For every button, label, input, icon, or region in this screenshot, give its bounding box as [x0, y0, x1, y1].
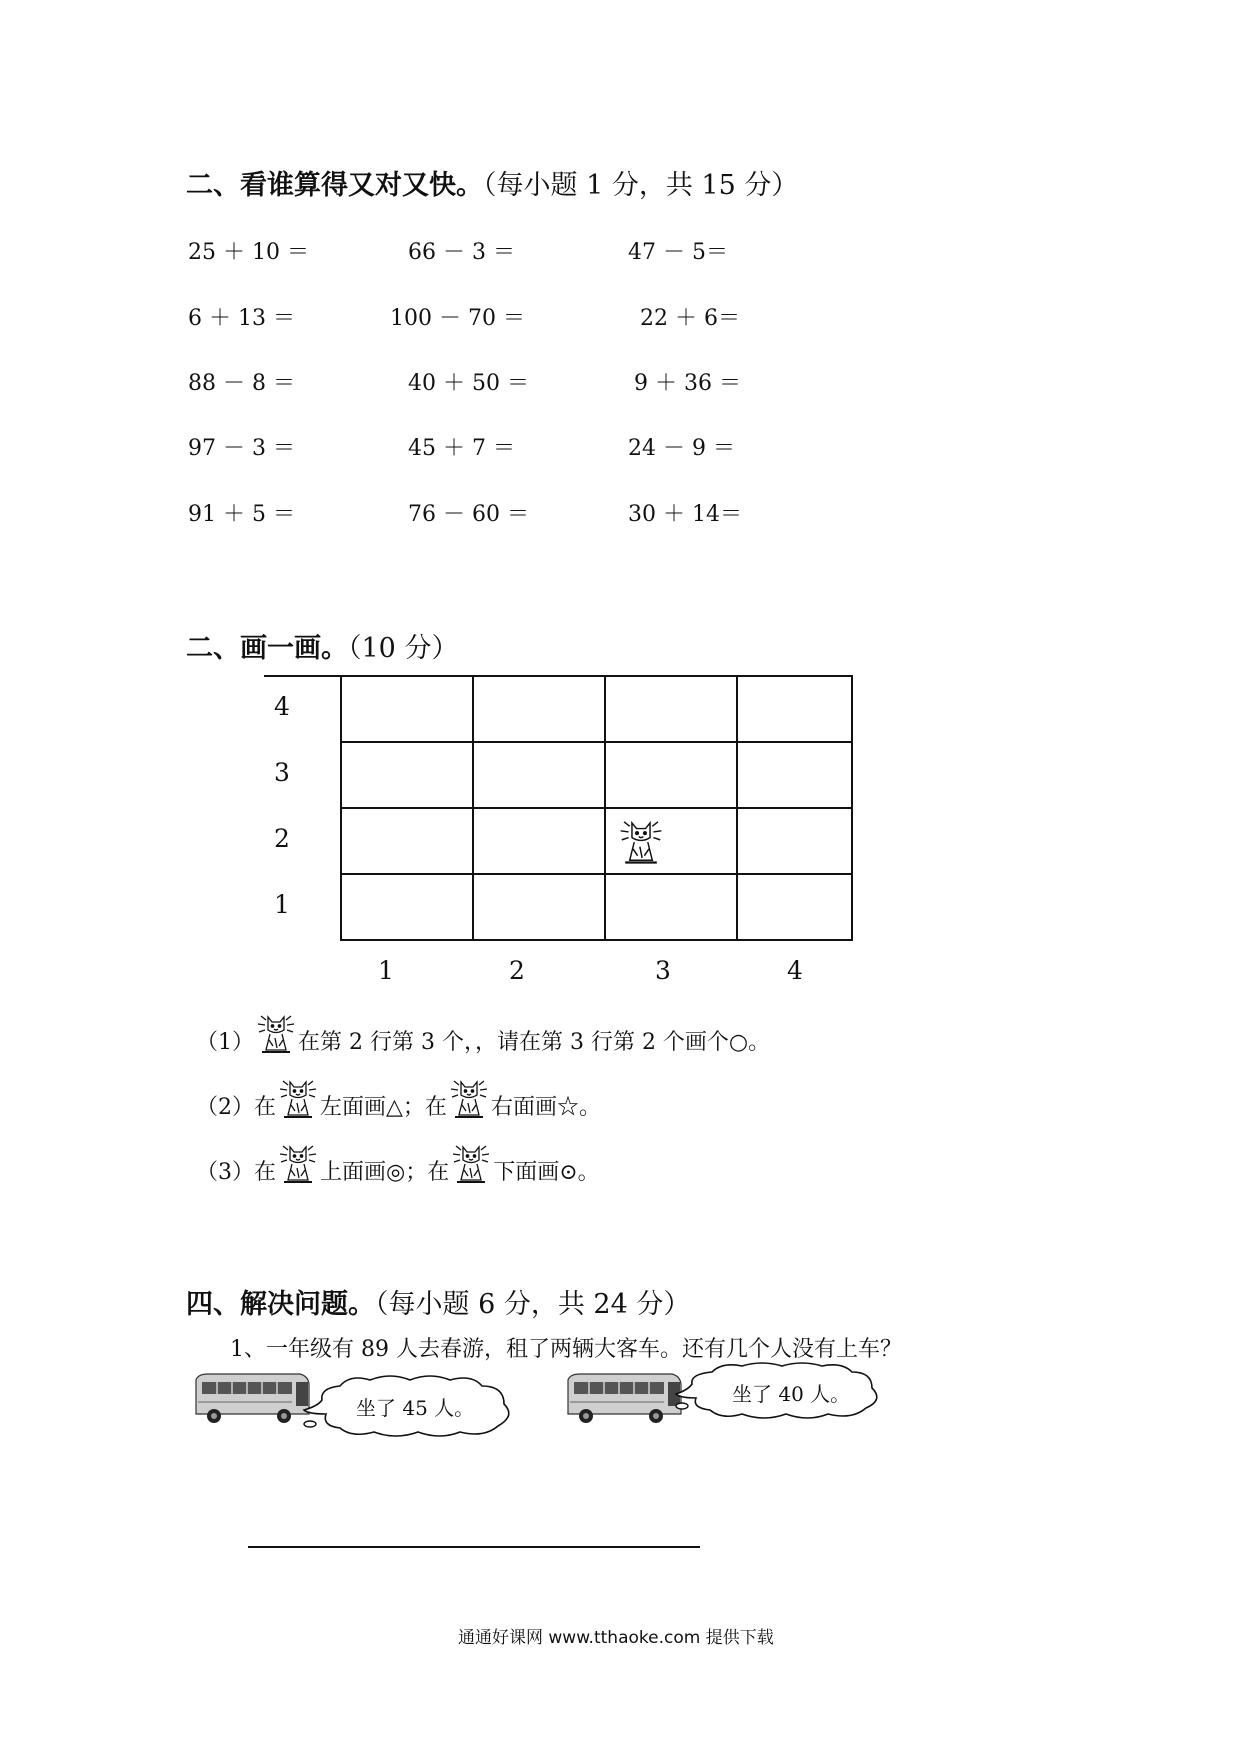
question-text: 右面画☆。	[490, 1095, 601, 1120]
question-text: 左面画△；在	[320, 1095, 447, 1120]
draw-question-3	[196, 1140, 600, 1186]
cat-icon	[451, 1140, 491, 1186]
equation: 24 － 9 ＝	[628, 436, 735, 461]
bus-icon	[192, 1370, 312, 1428]
section4-title: 四、解决问题。	[186, 1289, 375, 1320]
cat-icon	[278, 1075, 318, 1121]
equation: 66 － 3 ＝	[408, 240, 515, 265]
cat-icon	[278, 1140, 318, 1186]
equation: 25 ＋ 10 ＝	[188, 240, 309, 265]
question-text: 在	[254, 1095, 277, 1120]
grid-cell	[341, 808, 473, 874]
grid-cell	[473, 874, 605, 940]
equation: 91 ＋ 5 ＝	[188, 502, 295, 527]
draw-question-2	[196, 1075, 601, 1121]
col-label: 2	[509, 956, 525, 985]
section1-heading	[186, 163, 798, 202]
row-label: 3	[274, 758, 290, 787]
cat-icon	[618, 815, 664, 867]
grid-cell	[737, 742, 852, 808]
row-label: 4	[274, 692, 290, 721]
grid-cell	[737, 874, 852, 940]
section4-heading	[186, 1282, 690, 1321]
section1-note: （每小题 1 分，共 15 分）	[483, 170, 799, 201]
speech-cloud-text: 坐了 40 人。	[732, 1382, 851, 1406]
section4-note: （每小题 6 分，共 24 分）	[375, 1289, 691, 1320]
grid-cell	[473, 808, 605, 874]
grid-cell	[341, 676, 473, 742]
equation: 88 － 8 ＝	[188, 371, 295, 396]
speech-cloud-text: 坐了 45 人。	[356, 1396, 475, 1420]
section1-title: 二、看谁算得又对又快。	[186, 170, 483, 201]
equation: 6 ＋ 13 ＝	[188, 306, 295, 331]
equation: 76 － 60 ＝	[408, 502, 529, 527]
equation: 100 － 70 ＝	[390, 306, 525, 331]
equation: 47 － 5＝	[628, 240, 728, 265]
position-grid	[340, 675, 853, 941]
grid-cell	[341, 742, 473, 808]
question-text: 在	[254, 1160, 277, 1185]
question-number: （3）	[196, 1160, 254, 1185]
grid-cell	[473, 676, 605, 742]
question-text: 下面画⊙。	[493, 1160, 600, 1185]
answer-line	[248, 1546, 700, 1548]
cat-icon	[256, 1010, 296, 1056]
problem-1: 1、一年级有 89 人去春游，租了两辆大客车。还有几个人没有上车？	[230, 1337, 902, 1362]
row-label: 1	[274, 890, 290, 919]
grid-cell	[605, 874, 737, 940]
col-label: 4	[787, 956, 803, 985]
question-number: （1）	[196, 1030, 254, 1055]
col-label: 1	[378, 956, 394, 985]
grid-cell	[605, 742, 737, 808]
equation: 22 ＋ 6＝	[640, 306, 740, 331]
equation: 45 ＋ 7 ＝	[408, 436, 515, 461]
question-text: 在第 2 行第 3 个，，请在第 3 行第 2 个画个○。	[298, 1030, 771, 1055]
section2-title: 二、画一画。	[186, 633, 348, 664]
section2-heading	[186, 626, 458, 665]
grid-cell	[341, 874, 473, 940]
draw-question-1	[196, 1010, 770, 1056]
section2-note: （10 分）	[348, 633, 459, 664]
col-label: 3	[655, 956, 671, 985]
equation: 40 ＋ 50 ＝	[408, 371, 529, 396]
grid-cell	[473, 742, 605, 808]
question-text: 上面画◎；在	[320, 1160, 450, 1185]
grid-top-extension	[264, 675, 342, 677]
cat-icon	[449, 1075, 489, 1121]
grid-cell	[605, 676, 737, 742]
row-label: 2	[274, 824, 290, 853]
equation: 30 ＋ 14＝	[628, 502, 742, 527]
equation: 97 － 3 ＝	[188, 436, 295, 461]
question-number: （2）	[196, 1095, 254, 1120]
equation: 9 ＋ 36 ＝	[634, 371, 741, 396]
grid-cell	[737, 808, 852, 874]
page-footer: 通通好课网 www.tthaoke.com 提供下载	[458, 1628, 774, 1648]
bus-icon	[564, 1370, 684, 1428]
grid-cell	[737, 676, 852, 742]
grid-cell-cat	[605, 808, 737, 874]
